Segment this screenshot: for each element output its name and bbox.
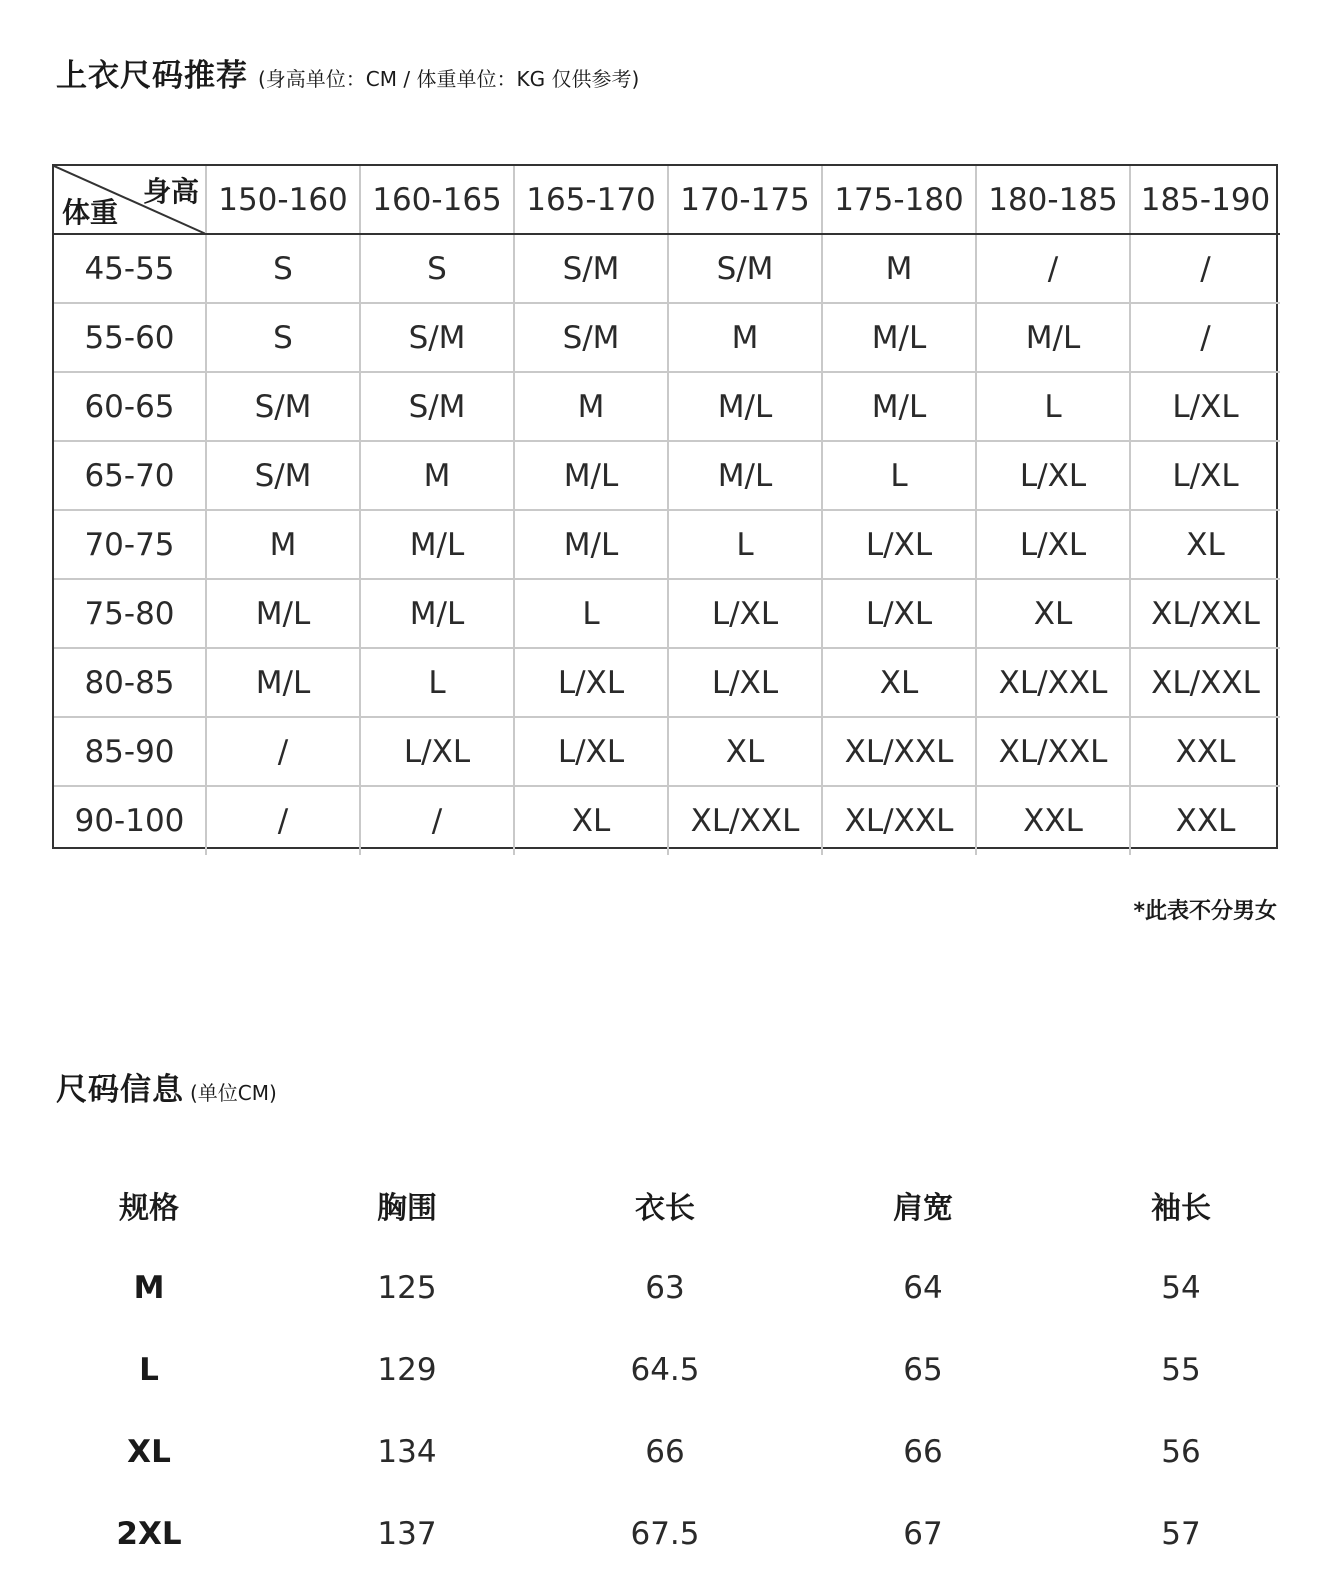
size-cell: S [206, 303, 360, 372]
section-title-text: 上衣尺码推荐 [56, 58, 248, 94]
table-row [20, 1493, 1310, 1575]
size-cell: L/XL [1130, 372, 1280, 441]
measurement-cell: 67.5 [630, 1516, 700, 1552]
measurement-cell: 137 [377, 1516, 437, 1552]
column-header: 袖长 [1151, 1191, 1211, 1226]
table-row [54, 786, 1280, 855]
size-cell: L [360, 648, 514, 717]
measurement-cell: 129 [377, 1352, 437, 1388]
size-cell: S/M [360, 372, 514, 441]
weight-range-cell: 45-55 [54, 234, 206, 303]
size-cell: / [1130, 234, 1280, 303]
size-cell: M/L [514, 441, 668, 510]
size-cell: XL/XXL [822, 786, 976, 855]
size-cell: S/M [514, 234, 668, 303]
height-header-cell: 185-190 [1130, 166, 1280, 234]
section-unit-note: (单位CM) [190, 1081, 277, 1105]
table-row [54, 648, 1280, 717]
weight-range-cell: 75-80 [54, 579, 206, 648]
column-header: 胸围 [377, 1191, 437, 1226]
size-cell: XL/XXL [976, 717, 1130, 786]
weight-range-cell: 60-65 [54, 372, 206, 441]
size-cell: XXL [976, 786, 1130, 855]
height-axis-label: 身高 [142, 175, 199, 208]
size-cell: L [668, 510, 822, 579]
size-cell: M [668, 303, 822, 372]
height-header-cell: 165-170 [514, 166, 668, 234]
footnote: *此表不分男女 [1133, 899, 1277, 924]
size-cell: M/L [668, 441, 822, 510]
size-cell: S [206, 234, 360, 303]
measurement-cell: 67 [903, 1516, 943, 1552]
table-row [54, 303, 1280, 372]
size-cell: L/XL [976, 510, 1130, 579]
size-cell: M [206, 510, 360, 579]
size-cell: S/M [514, 303, 668, 372]
size-cell: S [360, 234, 514, 303]
weight-range-cell: 90-100 [54, 786, 206, 855]
size-cell: XL [822, 648, 976, 717]
weight-range-cell: 70-75 [54, 510, 206, 579]
size-cell: L/XL [1130, 441, 1280, 510]
size-cell: L/XL [514, 648, 668, 717]
size-label-cell: XL [127, 1434, 171, 1470]
section-unit-note: (身高单位：CM / 体重单位：KG 仅供参考) [258, 67, 640, 91]
table-row [54, 510, 1280, 579]
column-header: 规格 [119, 1191, 179, 1226]
size-cell: / [360, 786, 514, 855]
size-cell: L [976, 372, 1130, 441]
size-cell: M/L [822, 303, 976, 372]
height-header-cell: 180-185 [976, 166, 1130, 234]
size-cell: M/L [668, 372, 822, 441]
measurement-cell: 64 [903, 1270, 943, 1306]
size-cell: M/L [360, 579, 514, 648]
size-cell: M/L [360, 510, 514, 579]
size-cell: L/XL [668, 648, 822, 717]
measurement-cell: 56 [1161, 1434, 1201, 1470]
measurement-cell: 65 [903, 1352, 943, 1388]
size-info-table [20, 1163, 1310, 1575]
table-row [54, 579, 1280, 648]
size-cell: XL [668, 717, 822, 786]
height-header-cell: 170-175 [668, 166, 822, 234]
size-info-title [56, 1064, 277, 1109]
measurement-cell: 66 [645, 1434, 685, 1470]
size-cell: L/XL [976, 441, 1130, 510]
size-cell: L/XL [514, 717, 668, 786]
height-header-cell: 160-165 [360, 166, 514, 234]
measurement-cell: 66 [903, 1434, 943, 1470]
size-cell: M [514, 372, 668, 441]
size-cell: XL/XXL [668, 786, 822, 855]
size-cell: S/M [206, 372, 360, 441]
size-cell: XL/XXL [1130, 648, 1280, 717]
measurement-cell: 54 [1161, 1270, 1201, 1306]
size-cell: / [206, 717, 360, 786]
size-cell: M [822, 234, 976, 303]
size-recommendation-table [52, 164, 1278, 849]
weight-axis-label: 体重 [62, 196, 119, 229]
weight-range-cell: 85-90 [54, 717, 206, 786]
size-cell: L/XL [822, 579, 976, 648]
size-cell: M/L [206, 579, 360, 648]
size-cell: M/L [822, 372, 976, 441]
size-cell: M/L [206, 648, 360, 717]
measurement-cell: 64.5 [630, 1352, 700, 1388]
size-cell: XL [976, 579, 1130, 648]
table-row [54, 372, 1280, 441]
table-row [54, 717, 1280, 786]
size-cell: XL [514, 786, 668, 855]
size-cell: XL/XXL [1130, 579, 1280, 648]
column-header: 衣长 [635, 1191, 695, 1226]
size-label-cell: L [139, 1352, 159, 1388]
measurement-cell: 125 [377, 1270, 437, 1306]
table-row [54, 234, 1280, 303]
size-cell: / [206, 786, 360, 855]
measurement-cell: 57 [1161, 1516, 1201, 1552]
height-header-cell: 175-180 [822, 166, 976, 234]
corner-header-cell [54, 166, 206, 234]
size-label-cell: M [133, 1270, 165, 1306]
table-row [20, 1411, 1310, 1493]
size-cell: L [822, 441, 976, 510]
size-cell: L/XL [668, 579, 822, 648]
size-cell: M/L [514, 510, 668, 579]
size-cell: / [1130, 303, 1280, 372]
measurement-cell: 63 [645, 1270, 685, 1306]
table-header-row [54, 166, 1280, 234]
size-cell: XXL [1130, 786, 1280, 855]
weight-range-cell: 80-85 [54, 648, 206, 717]
column-header: 肩宽 [893, 1191, 953, 1226]
size-cell: XL/XXL [976, 648, 1130, 717]
measurement-cell: 134 [377, 1434, 437, 1470]
size-cell: S/M [360, 303, 514, 372]
size-cell: L/XL [822, 510, 976, 579]
size-label-cell: 2XL [116, 1516, 182, 1552]
measurement-cell: 55 [1161, 1352, 1201, 1388]
weight-range-cell: 65-70 [54, 441, 206, 510]
table-row [54, 441, 1280, 510]
size-cell: M [360, 441, 514, 510]
size-cell: M/L [976, 303, 1130, 372]
size-recommendation-title [56, 50, 639, 95]
size-cell: XL [1130, 510, 1280, 579]
table-row [20, 1329, 1310, 1411]
size-cell: L [514, 579, 668, 648]
height-header-cell: 150-160 [206, 166, 360, 234]
section-title-text: 尺码信息 [56, 1072, 184, 1108]
table-row [20, 1247, 1310, 1329]
size-cell: S/M [206, 441, 360, 510]
size-cell: S/M [668, 234, 822, 303]
weight-range-cell: 55-60 [54, 303, 206, 372]
size-cell: L/XL [360, 717, 514, 786]
table-header-row [20, 1163, 1310, 1247]
size-cell: / [976, 234, 1130, 303]
size-cell: XXL [1130, 717, 1280, 786]
size-cell: XL/XXL [822, 717, 976, 786]
